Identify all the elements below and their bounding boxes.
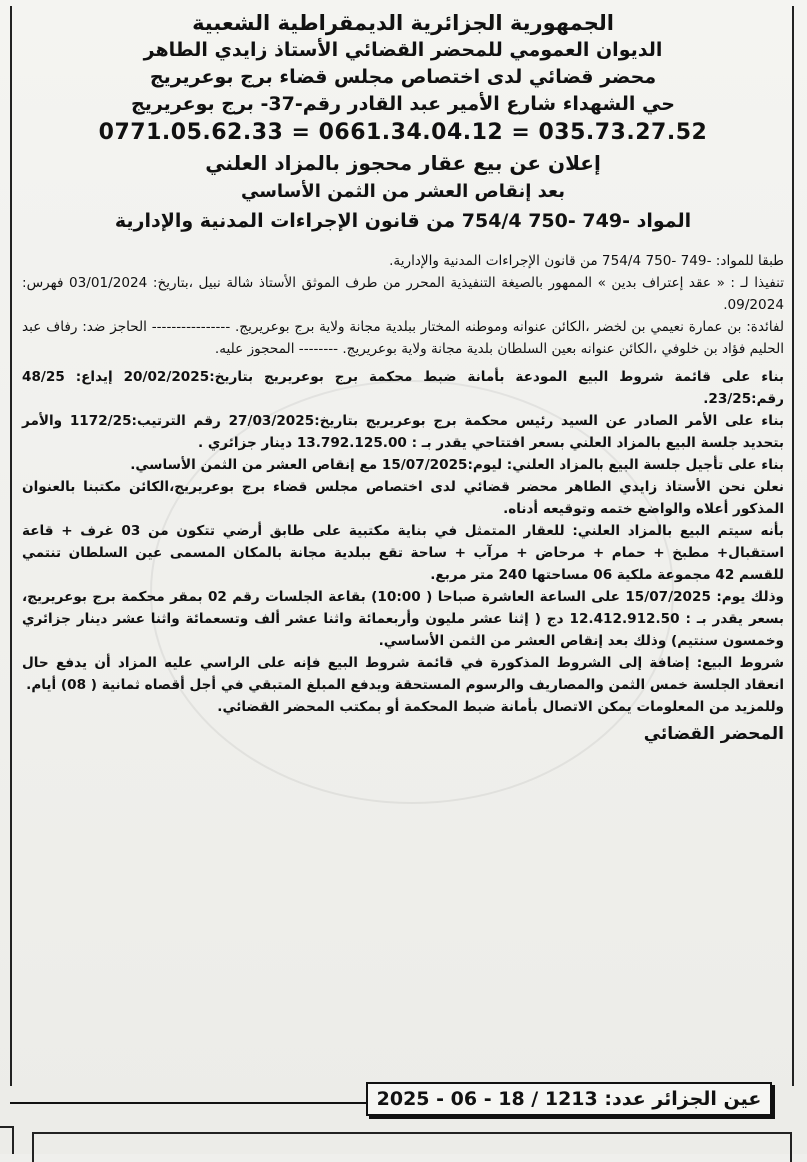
office-jurisdiction: محضر قضائي لدى اختصاص مجلس قضاء برج بوعريريج (149, 66, 657, 88)
issue-stamp: عين الجزائر عدد: 1213 / 18 - 06 - 2025 (366, 1082, 772, 1116)
announcement-title: إعلان عن بيع عقار محجوز بالمزاد العلني (205, 151, 601, 175)
paragraph-auction-date: وذلك يوم: 15/07/2025 على الساعة العاشرة صباحا ( 10:00) بقاعة الجلسات رقم 02 بمقر محكمة برج بوعريريج، بسعر يقدر بـ : 12.412.912.50 دج ( إثنا عشر مليون وأربعمائة واثنا عشر ألف وتسعمائة واثنا عشر دينار جزائري وخمسون سنتيم) وذلك بعد إنقاص العشر من الثمن الأساسي. (22, 589, 785, 649)
paragraph-conditions-list: بناء على قائمة شروط البيع المودعة بأمانة ضبط محكمة برج بوعريريج بتاريخ:20/02/2025 إيداع: 48/25 رقم:23/25. (22, 369, 784, 407)
office-phones: 0771.05.62.33 = 0661.34.04.12 = 035.73.27.52 (98, 120, 708, 145)
announcement-subtitle: بعد إنقاص العشر من الثمن الأساسي (241, 181, 565, 202)
paragraph-president-order: بناء على الأمر الصادر عن السيد رئيس محكمة برج بوعريريج بتاريخ:27/03/2025 رقم الترتيب:1172/25 والأمر بتحديد جلسة البيع بالمزاد العلني بسعر افتتاحي يقدر بـ : 13.792.125.00 دينار جزائري . (22, 413, 785, 451)
paragraph-sale-terms: شروط البيع: إضافة إلى الشروط المذكورة في قائمة شروط البيع فإنه على الراسي عليه المزاد أن يدفع حال انعقاد الجلسة خمس الثمن والمصاريف والرسوم المستحقة ويدفع المبلغ المتبقي في أجل أقصاه ثمانية ( 08) أيام. (22, 655, 784, 693)
office-name: الديوان العمومي للمحضر القضائي الأستاذ زايدي الطاهر (143, 39, 663, 61)
paragraph-property: بأنه سيتم البيع بالمزاد العلني: للعقار المتمثل في بناية مكتبية على طابق أرضي تتكون من 03 غرف + قاعة استقبال+ مطبخ + حمام + مرحاض + مرآب + ساحة تقع ببلدية مجانة بالمكان المسمى عين السلطان تنتمي للقسم 42 مجموعة ملكية 06 مساحتها 240 متر مربع. (22, 523, 785, 583)
announcement-content (22, 10, 784, 744)
paragraph-more-info: وللمزيد من المعلومات يمكن الاتصال بأمانة ضبط المحكمة أو بمكتب المحضر القضائي. (217, 699, 784, 715)
paragraph-parties: لفائدة: بن عمارة نعيمي بن لخضر ،الكائن عنوانه وموطنه المختار ببلدية مجانة ولاية برج بوعريريج. ---------------- الحاجز ضد: رفاف عبد الحليم فؤاد بن خلوفي ،الكائن عنوانه بعين السلطان بلدية مجانة ولاية بوعريريج. -------- المحجوز عليه. (22, 319, 784, 357)
law-reference: المواد -749 -750 754/4 من قانون الإجراءات المدنية والإدارية (114, 210, 692, 232)
footer-rule (10, 1102, 366, 1104)
office-address: حي الشهداء شارع الأمير عبد القادر رقم-37- برج بوعريريج (131, 93, 675, 115)
paragraph-legal-basis: طبقا للمواد: -749 -750 754/4 من قانون الإجراءات المدنية والإدارية. (389, 253, 784, 269)
paragraph-postponement: بناء على تأجيل جلسة البيع بالمزاد العلني: ليوم:15/07/2025 مع إنقاص العشر من الثمن الأساسي. (130, 457, 784, 473)
paragraph-execution: تنفيذا لـ : « عقد إعتراف بدين » الممهور بالصيغة التنفيذية المحرر من طرف الموثق الأستاذ شالة نبيل ،بتاريخ: 03/01/2024 فهرس: 09/2024. (22, 275, 784, 313)
republic-header: الجمهورية الجزائرية الديمقراطية الشعبية (192, 11, 614, 35)
paragraph-declaration: نعلن نحن الأستاذ زايدي الطاهر محضر قضائي لدى اختصاص مجلس قضاء برج بوعريريج،الكائن مكتبنا بالعنوان المذكور أعلاه والواضع ختمه وتوقيعه أدناه. (22, 479, 784, 517)
next-article-corner (0, 1126, 14, 1154)
signature: المحضر القضائي (643, 724, 784, 744)
next-article-box (32, 1132, 792, 1162)
